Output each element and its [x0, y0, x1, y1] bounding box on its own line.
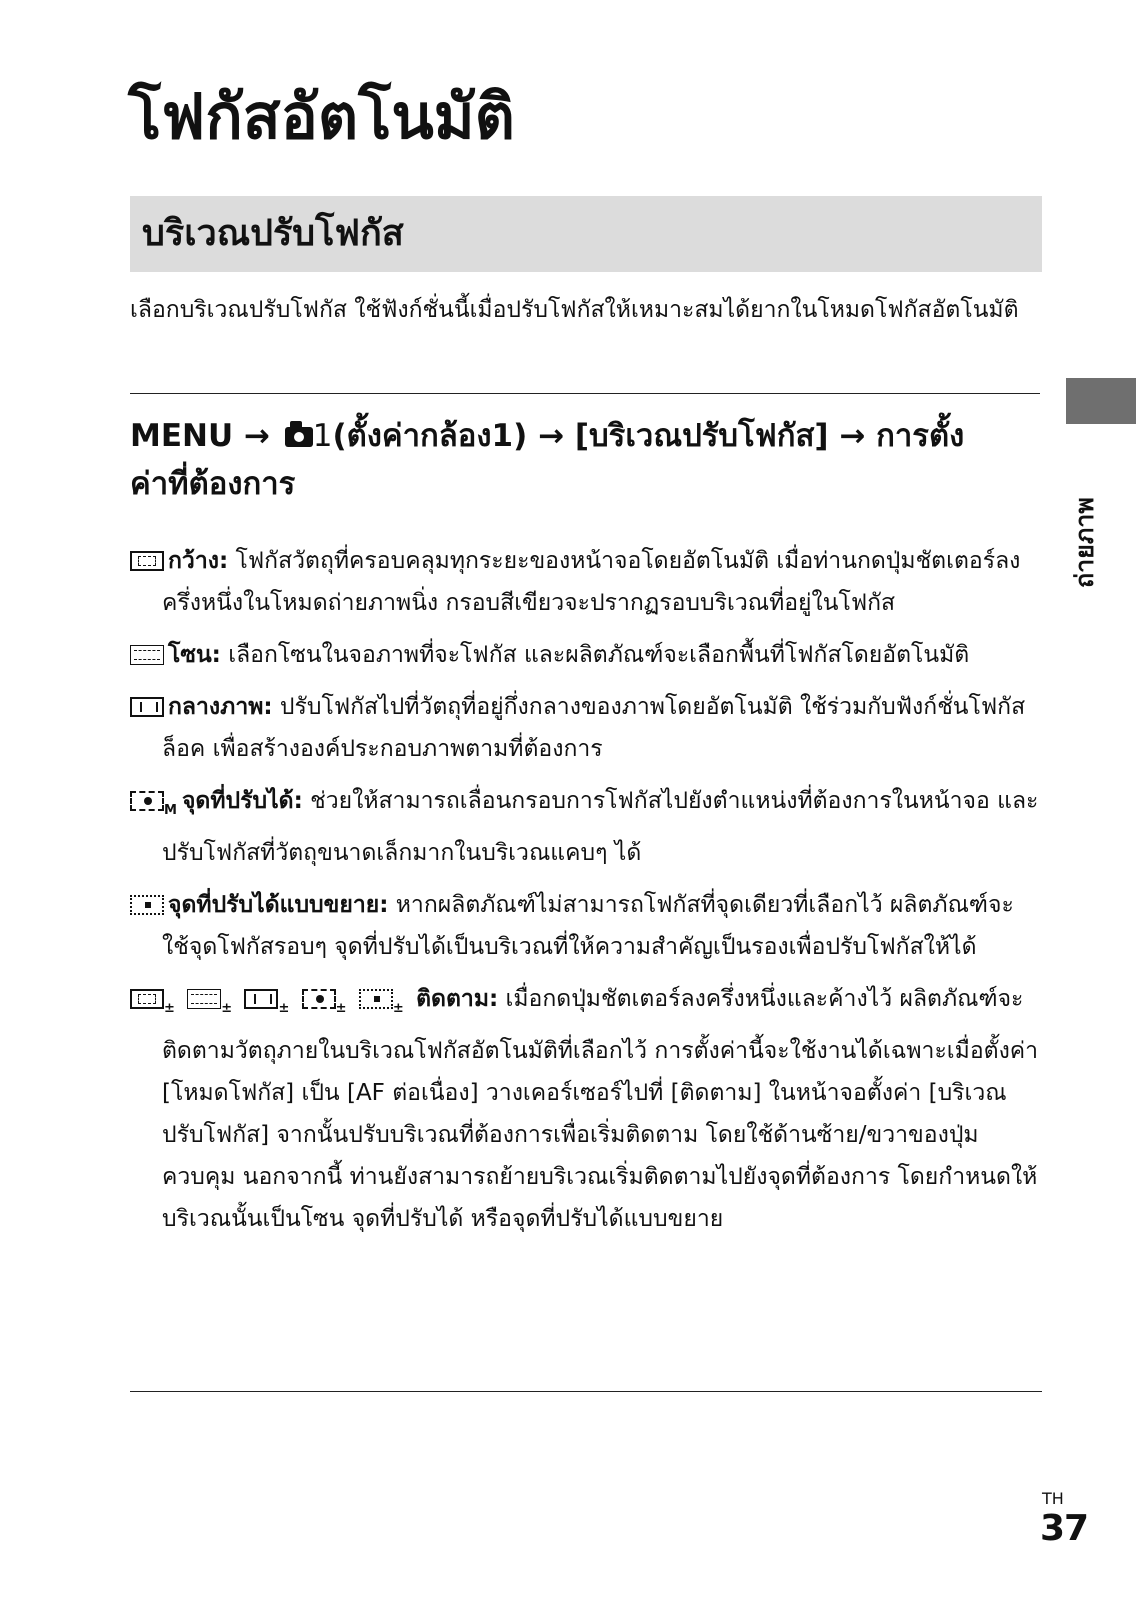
flexible-spot-icon: [130, 791, 164, 811]
page-number: 37: [1040, 1508, 1089, 1549]
option-text: เมื่อกดปุ่มชัตเตอร์ลงครึ่งหนึ่งและค้างไว้ ผลิตภัณฑ์จะติดตามวัตถุภายในบริเวณโฟกัสอัตโนมัติที่เลือกไว้ การตั้งค่านี้จะใช้งานได้เฉพาะเมื่อตั้งค่า [โหมดโฟกัส] เป็น [AF ต่อเนื่อง] วางเคอร์เซอร์ไปที่ [ติดตาม] ในหน้าจอตั้งค่า [บริเวณปรับโฟกัส] จากนั้นปรับบริเวณที่ต้องการเพื่อเริ่มติดตาม โดยใช้ด้านซ้าย/ขวาของปุ่มควบคุม นอกจากนี้ ท่านยังสามารถย้ายบริเวณเริ่มติดตามไปยังจุดที่ต้องการ โดยกำหนดให้บริเวณนั้นเป็นโซน จุดที่ปรับได้ หรือจุดที่ปรับได้แบบขยาย: [162, 986, 1039, 1232]
top-divider: [130, 393, 1040, 394]
option-text: ช่วยให้สามารถเลื่อนกรอบการโฟกัสไปยังตำแหน่งที่ต้องการในหน้าจอ และปรับโฟกัสที่วัตถุขนาดเล็กมากในบริเวณแคบๆ ได้: [162, 788, 1039, 866]
option-tracking: [130, 978, 1040, 1240]
option-text: เลือกโซนในจอภาพที่จะโฟกัส และผลิตภัณฑ์จะเลือกพื้นที่โฟกัสโดยอัตโนมัติ: [228, 642, 970, 668]
option-expand-flexible-spot: [130, 884, 1040, 968]
option-label: ติดตาม:: [416, 986, 499, 1012]
tracking-sub: ±: [164, 1001, 175, 1016]
section-title: บริเวณปรับโฟกัส: [142, 213, 404, 254]
wide-area-icon: [130, 551, 164, 571]
option-flexible-spot: [130, 780, 1040, 874]
menu-path: [130, 412, 1010, 508]
camera-icon: [285, 427, 313, 447]
intro-text: เลือกบริเวณปรับโฟกัส ใช้ฟังก์ชั่นนี้เมื่อปรับโฟกัสให้เหมาะสมได้ยากในโหมดโฟกัสอัตโนมัติ: [130, 297, 1019, 323]
tracking-spot-icon: [302, 989, 336, 1009]
option-zone: [130, 634, 1040, 676]
option-label: จุดที่ปรับได้:: [181, 788, 303, 814]
spot-sub-label: M: [164, 803, 177, 818]
option-text: โฟกัสวัตถุที่ครอบคลุมทุกระยะของหน้าจอโดยอัตโนมัติ เมื่อท่านกดปุ่มชัตเตอร์ลงครึ่งหนึ่งในโหมดถ่ายภาพนิ่ง กรอบสีเขียวจะปรากฏรอบบริเวณที่อยู่ในโฟกัส: [162, 548, 1021, 616]
option-center: [130, 686, 1040, 770]
tracking-sub: ±: [278, 1001, 290, 1016]
page-language: TH: [1042, 1489, 1064, 1508]
option-label: โซน:: [168, 642, 221, 668]
section-header: [130, 196, 1042, 272]
option-label: กว้าง:: [168, 548, 229, 574]
option-label: จุดที่ปรับได้แบบขยาย:: [168, 892, 389, 918]
option-text: หากผลิตภัณฑ์ไม่สามารถโฟกัสที่จุดเดียวที่เลือกไว้ ผลิตภัณฑ์จะใช้จุดโฟกัสรอบๆ จุดที่ปรับได้เป็นบริเวณที่ให้ความสำคัญเป็นรองเพื่อปรับโฟกัสให้ได้: [162, 892, 1014, 960]
option-text: ปรับโฟกัสไปที่วัตถุที่อยู่กึ่งกลางของภาพโดยอัตโนมัติ ใช้ร่วมกับฟังก์ชั่นโฟกัสล็อค เพื่อสร้างองค์ประกอบภาพตามที่ต้องการ: [162, 694, 1026, 762]
menu-prefix: MENU →: [130, 418, 281, 454]
side-tab-label: ถ่ายภาพ: [1070, 497, 1099, 588]
tracking-wide-icon: [130, 989, 164, 1009]
option-wide: [130, 540, 1040, 624]
tracking-center-icon: [244, 989, 278, 1009]
tracking-sub: ±: [392, 1001, 404, 1016]
center-icon: [130, 697, 164, 717]
tracking-expand-icon: [359, 989, 393, 1009]
tracking-sub: ±: [335, 1001, 347, 1016]
bottom-divider: [130, 1391, 1042, 1392]
tracking-zone-icon: [187, 989, 221, 1009]
option-label: กลางภาพ:: [168, 694, 273, 720]
page-title: โฟกัสอัตโนมัติ: [128, 80, 515, 153]
zone-icon: [130, 645, 164, 665]
side-tab-marker: [1066, 378, 1136, 424]
tracking-sub: ±: [221, 1001, 233, 1016]
menu-camera-num: 1: [312, 418, 333, 454]
options-list: [130, 540, 1040, 1250]
menu-suffix: (ตั้งค่ากล้อง1) → [บริเวณปรับโฟกัส] → การตั้งค่าที่ต้องการ: [130, 418, 965, 502]
expand-flexible-spot-icon: [130, 895, 164, 915]
